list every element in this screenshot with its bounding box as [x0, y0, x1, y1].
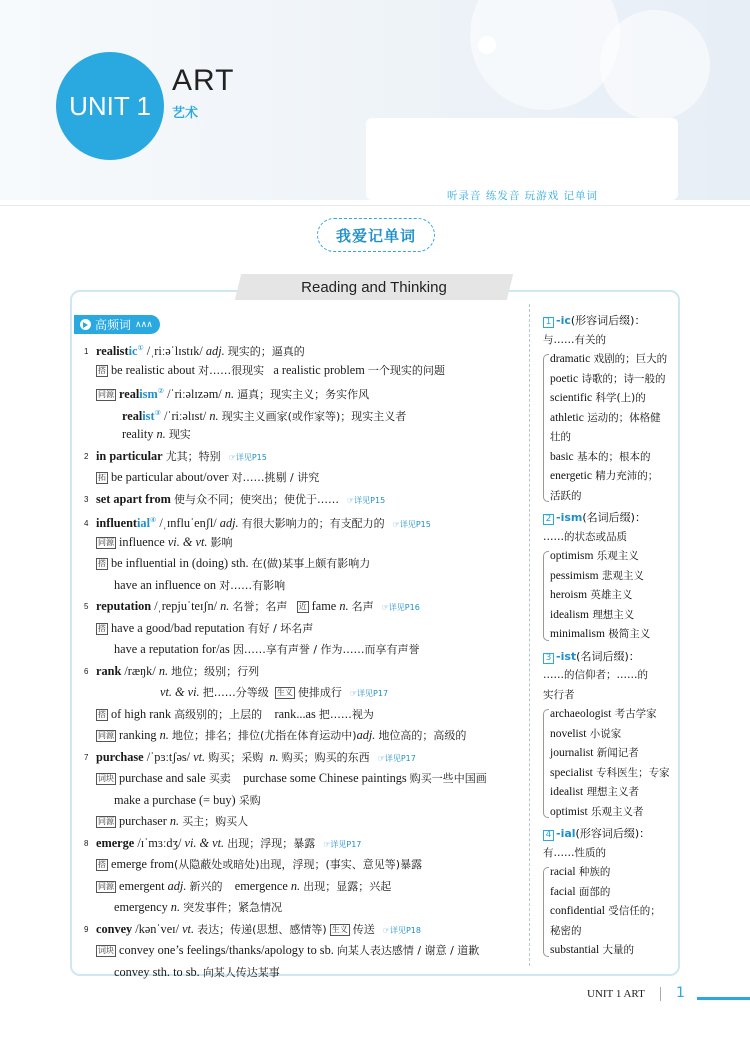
suffix-example [550, 883, 679, 903]
phonetic: /ˈriːəlɪzəm/ [167, 387, 222, 401]
example-meaning: 活跃的 [550, 489, 582, 502]
example-meaning: 新闻记者 [596, 747, 639, 759]
example-meaning: 悲观主义 [601, 569, 644, 582]
suffix-meaning: ……的信仰者；……的 [543, 669, 648, 681]
collocation-tag: 搭 [98, 709, 106, 719]
suffix: -ist [556, 649, 577, 663]
phrase-meaning: 因……享有声誉 / 作为……而享有声誉 [232, 643, 420, 656]
page-number: 1 [676, 985, 685, 1001]
derived-word: emergent [119, 878, 165, 893]
phrase: of high rank [111, 706, 172, 721]
phonetic: /ɪˈmɜːdʒ/ [137, 835, 182, 850]
entry-number: 7 [84, 752, 89, 762]
phrase-meaning: 对……很现实 [198, 363, 265, 377]
word-entry [84, 919, 524, 984]
page-reference-link[interactable]: ☞详见P15 [392, 520, 431, 529]
meaning: 出现；显露；兴起 [303, 879, 392, 893]
example-meaning: 科学(上)的 [595, 392, 646, 404]
example-meaning: 诗歌的；诗一般的 [581, 372, 666, 385]
header-links[interactable]: 听录音 练发音 玩游戏 记单词 [446, 190, 598, 202]
suffix-example [550, 467, 679, 487]
suffix: -ic [556, 314, 571, 327]
phonetic: /ræŋk/ [124, 663, 156, 678]
example-word: poetic [550, 372, 579, 385]
example-word: optimist [550, 805, 588, 818]
part-of-speech: n. [220, 599, 230, 613]
suffix-examples [543, 705, 679, 822]
page-reference-link[interactable]: ☞详见P17 [377, 753, 416, 763]
meaning: 使与众不同；使突出；使优于…… [173, 492, 339, 506]
suffix-example [550, 448, 679, 468]
footer-unit-label: UNIT 1 ART [587, 988, 645, 1000]
phrase: convey one’s feelings/thanks/apology to sb. [119, 943, 334, 957]
part-of-speech: adj. [219, 516, 239, 530]
decorative-circle [478, 36, 496, 54]
phrase-meaning: 一个现实的问题 [367, 363, 445, 377]
header-divider [0, 205, 750, 206]
unit-subtitle: 艺术 [172, 106, 199, 121]
meaning: 现实主义画家(或作家等)；现实主义者 [221, 409, 407, 423]
phonetic: /ˌriːəˈlɪstɪk/ [146, 344, 203, 358]
cognate-tag: 同源 [98, 390, 114, 399]
word-entry [84, 338, 524, 446]
example-meaning: 专科医生；专家 [596, 766, 670, 779]
page-reference-link[interactable]: ☞详见P17 [323, 839, 362, 849]
cognate-tag: 同源 [98, 537, 114, 547]
collocation-tag: 搭 [98, 365, 106, 375]
part-of-speech: n. [269, 749, 279, 764]
collocation-tag: 搭 [98, 623, 106, 633]
entry-number: 6 [84, 666, 89, 676]
meaning: 地位；级别；行列 [171, 664, 260, 678]
word-entry [84, 596, 524, 661]
headword: in particular [96, 448, 163, 463]
example-word: pessimism [550, 569, 599, 582]
footnote-mark: ② [157, 387, 164, 395]
phrase-meaning: 对……挑剔 / 讲究 [231, 471, 320, 484]
cognate-tag: 同源 [98, 881, 114, 891]
word-entry [84, 489, 524, 511]
meaning: 地位；排名；排位(尤指在体育运动中) [171, 729, 357, 742]
suffix-example [550, 428, 679, 448]
entry-number: 2 [84, 451, 89, 461]
new-meaning-tag: 生义 [331, 924, 348, 934]
derived-word: real [119, 387, 140, 401]
derived-word: real [122, 408, 143, 423]
high-frequency-text: 高频词 [95, 318, 132, 332]
meaning: 使排成行 [297, 686, 342, 699]
suffix-example [550, 625, 679, 645]
footnote-mark: ④ [149, 516, 157, 524]
phonetic: /ˌɪnfluˈenʃl/ [159, 516, 217, 530]
suffix-number: 4 [543, 830, 554, 841]
phrase-meaning: 高级别的；上层的 [174, 707, 263, 721]
word-entry [84, 747, 524, 833]
page-reference-link[interactable]: ☞详见P15 [346, 495, 386, 505]
headword: emerge [96, 835, 135, 850]
suffix-type: (形容词后缀)： [575, 827, 651, 840]
example-meaning: 英雄主义 [590, 589, 633, 601]
headword: realist [96, 344, 129, 358]
example-meaning: 理想主义者 [586, 786, 640, 798]
example-meaning: 考古学家 [614, 708, 657, 720]
phrase: have an influence on [114, 577, 217, 592]
part-of-speech: vt. [193, 749, 206, 764]
collocation-tag: 搭 [98, 559, 106, 568]
phrase-meaning: 把……视为 [318, 707, 374, 721]
example-meaning: 运动的；体格健 [587, 411, 661, 424]
phrase: purchase and sale [119, 771, 206, 785]
tab-label: Reading and Thinking [301, 278, 447, 296]
phonetic: /kənˈveɪ/ [135, 921, 179, 936]
meaning: 表达；传递(思想、感情等) [197, 922, 327, 936]
example-word: optimism [550, 550, 594, 562]
example-meaning: 精力充沛的； [595, 470, 659, 482]
entry-number: 4 [84, 519, 89, 528]
phrase-meaning: 向某人传达某事 [202, 965, 280, 979]
part-of-speech: adj. [356, 728, 376, 742]
extension-tag: 拓 [98, 473, 106, 482]
headword: reputation [96, 599, 152, 613]
example-word: archaeologist [550, 708, 612, 720]
suffix-meaning: 有……性质的 [543, 846, 606, 859]
example-meaning: 秘密的 [550, 924, 582, 937]
example-word: idealism [550, 608, 589, 621]
phrase-meaning: 购买一些中国画 [409, 772, 487, 785]
suffix-example [550, 922, 679, 942]
cognate-tag: 同源 [98, 731, 114, 740]
part-of-speech: n. [156, 427, 166, 441]
suffix-type: (名词后缀)： [582, 511, 646, 524]
headword: set apart from [96, 491, 171, 506]
phrase: have a good/bad reputation [111, 620, 245, 635]
part-of-speech: n. [290, 878, 301, 893]
example-meaning: 壮的 [550, 431, 571, 443]
suffix: -ism [556, 511, 583, 524]
part-of-speech: vi. & vt. [184, 835, 225, 850]
headword: rank [96, 663, 122, 678]
example-word: facial [550, 885, 576, 898]
meaning: 逼真；现实主义；务实作风 [237, 388, 370, 401]
phrase: convey sth. to sb. [114, 964, 200, 979]
meaning: 购买；采购 [208, 750, 264, 764]
sidebar-separator [529, 304, 530, 966]
example-word: confidential [550, 905, 605, 917]
derived-suffix: ist [142, 408, 155, 423]
suffix-number: 2 [543, 514, 554, 525]
meaning: 名声 [351, 600, 374, 613]
meaning: 把……分等级 [202, 686, 269, 699]
part-of-speech: n. [158, 663, 169, 678]
meaning: 有很大影响力的；有支配力的 [241, 517, 385, 530]
word-entry [84, 510, 524, 596]
part-of-speech: n. [159, 728, 169, 742]
meaning: 影响 [210, 535, 233, 549]
word-list [84, 338, 524, 983]
entry-number: 5 [84, 602, 89, 611]
phrase: be realistic about [111, 362, 195, 377]
example-word: athletic [550, 411, 584, 424]
phrase: have a reputation for/as [114, 642, 230, 656]
suffix: -ial [556, 827, 576, 840]
suffix-type: (形容词后缀)： [570, 314, 646, 327]
suffix-sidebar [543, 311, 679, 962]
derived-word: influence [119, 534, 165, 549]
headword-suffix: ial [137, 516, 150, 530]
suffix-type: (名词后缀)： [576, 649, 640, 663]
word-entry [84, 661, 524, 747]
example-word: basic [550, 450, 574, 463]
suffix-example [550, 902, 679, 922]
example-word: scientific [550, 392, 593, 404]
suffix-example [550, 863, 679, 883]
page-reference-link[interactable]: ☞详见P17 [349, 689, 389, 698]
example-word: idealist [550, 786, 584, 798]
headword-suffix: ic [128, 344, 138, 358]
page-reference-link[interactable]: ☞详见P15 [228, 452, 267, 462]
example-meaning: 种族的 [578, 866, 611, 878]
derived-word: emergence [234, 878, 288, 893]
suffix-example [550, 409, 679, 429]
meaning: 现实 [168, 428, 191, 441]
cognate-tag: 同源 [98, 817, 114, 826]
example-meaning: 乐观主义者 [591, 805, 644, 818]
part-of-speech: vi. & vt. [167, 534, 208, 549]
phrase-meaning: 有好 / 坏名声 [247, 621, 314, 635]
suffix-block-ism [543, 508, 679, 645]
suffix-example [550, 744, 679, 764]
suffix-number: 3 [543, 653, 554, 664]
phrase-meaning: (从隐蔽处或暗处)出现，浮现；(事实、意见等)暴露 [173, 858, 423, 871]
example-meaning: 大量的 [602, 944, 635, 956]
phrase: rank...as [274, 706, 316, 721]
suffix-example [550, 487, 679, 507]
unit-badge: UNIT 1 [56, 52, 164, 160]
headword: purchase [96, 749, 144, 764]
meaning: 地位高的；高级的 [378, 729, 467, 742]
derived-word: reality [122, 427, 154, 441]
page-reference-link[interactable]: ☞详见P16 [381, 603, 420, 612]
part-of-speech: vt. [182, 921, 195, 936]
phrase-meaning: 买卖 [208, 772, 231, 785]
example-meaning: 极简主义 [608, 628, 651, 640]
suffix-example [550, 941, 679, 961]
phonetic: /ˌrepjuˈteɪʃn/ [154, 599, 218, 613]
part-of-speech: adj. [167, 878, 187, 893]
suffix-examples [543, 547, 679, 645]
phonetic: /ˈpɜːtʃəs/ [146, 749, 191, 764]
example-word: specialist [550, 766, 593, 779]
high-frequency-label [74, 315, 160, 334]
suffix-example [550, 725, 679, 745]
example-word: heroism [550, 589, 588, 601]
phrase-meaning: 在(做)某事上颇有影响力 [251, 557, 371, 570]
derived-word: emergency [114, 900, 168, 914]
part-of-speech: n. [339, 599, 349, 613]
example-word: novelist [550, 727, 587, 740]
suffix-meaning: 实行者 [543, 688, 575, 701]
phrase-meaning: 采购 [238, 793, 261, 807]
entry-number: 1 [84, 347, 89, 356]
part-of-speech: vt. & vi. [160, 685, 200, 699]
suffix-example [550, 567, 679, 587]
entry-number: 8 [84, 838, 89, 848]
unit-title: ART [172, 64, 235, 97]
example-meaning: 受信任的； [608, 905, 661, 917]
phonetic: /ˈriːəlɪst/ [163, 408, 207, 423]
suffix-example [550, 586, 679, 606]
suffix-example [550, 370, 679, 390]
example-word: minimalism [550, 628, 605, 640]
play-icon [80, 319, 91, 330]
example-meaning: 理想主义 [592, 608, 635, 621]
suffix-meaning: 与……有关的 [543, 333, 606, 346]
example-word: energetic [550, 470, 592, 482]
word-entry [84, 833, 524, 919]
phrase: make a purchase (= buy) [114, 792, 236, 807]
meaning: 现实的；逼真的 [227, 345, 305, 358]
derived-suffix: ism [139, 387, 158, 401]
meaning: 出现；浮现；暴露 [227, 836, 316, 850]
footnote-mark: ③ [154, 408, 161, 417]
suffix-example [550, 389, 679, 409]
entry-number: 9 [84, 924, 89, 934]
suffix-block-ic [543, 311, 679, 506]
meaning: 传送 [352, 922, 375, 936]
meaning: 名誉；名声 [232, 600, 288, 613]
chunk-tag: 词块 [98, 946, 114, 955]
headword: convey [96, 921, 133, 936]
collocation-tag: 搭 [98, 860, 106, 869]
suffix-block-ial [543, 824, 679, 961]
part-of-speech: n. [169, 814, 180, 828]
suffix-meaning: ……的状态或品质 [543, 530, 627, 543]
phrase: purchase some Chinese paintings [243, 771, 407, 785]
part-of-speech: n. [224, 387, 235, 401]
meaning: 新兴的 [189, 879, 223, 893]
decorative-circle [600, 10, 710, 120]
suffix-examples [543, 350, 679, 506]
part-of-speech: n. [170, 900, 181, 914]
new-meaning-tag: 生义 [276, 688, 293, 697]
synonym-tag: 近 [298, 602, 307, 611]
suffix-example [550, 606, 679, 626]
reading-tab [238, 274, 510, 300]
example-meaning: 小说家 [589, 727, 622, 740]
footnote-mark: ① [137, 344, 144, 352]
meaning: 尤其；特别 [165, 449, 221, 463]
sound-wave-icon: ∧∧∧ [135, 319, 152, 330]
entry-number: 3 [84, 494, 89, 504]
phrase: be influential in (doing) sth. [111, 556, 249, 570]
meaning: 买主；购买人 [182, 815, 249, 828]
meaning: 突发事件；紧急情况 [183, 901, 283, 914]
suffix-example [550, 783, 679, 803]
example-word: journalist [550, 747, 594, 759]
suffix-example [550, 803, 679, 823]
derived-word: ranking [119, 728, 157, 742]
suffix-example [550, 350, 679, 370]
word-entry [84, 446, 524, 489]
example-meaning: 基本的；根本的 [576, 450, 651, 463]
suffix-example [550, 547, 679, 567]
phrase-meaning: 向某人表达感情 / 谢意 / 道歉 [336, 944, 480, 957]
phrase: a realistic problem [273, 362, 365, 377]
footer-separator [660, 987, 661, 1001]
example-meaning: 乐观主义 [596, 550, 639, 562]
example-meaning: 戏剧的；巨大的 [593, 353, 668, 365]
suffix-block-ist [543, 647, 679, 823]
section-title: 我爱记单词 [317, 218, 435, 252]
suffix-examples [543, 863, 679, 961]
headword: influent [96, 516, 137, 530]
example-meaning: 面部的 [578, 885, 611, 898]
part-of-speech: adj. [205, 344, 225, 358]
derived-word: purchaser [119, 814, 167, 828]
suffix-example [550, 705, 679, 725]
phrase: emerge from [111, 857, 174, 871]
suffix-example [550, 764, 679, 784]
example-word: substantial [550, 944, 600, 956]
footer-accent-line [697, 997, 750, 1000]
page-reference-link[interactable]: ☞详见P18 [382, 925, 421, 935]
example-word: dramatic [550, 353, 591, 365]
suffix-number: 1 [543, 317, 554, 328]
synonym: fame [311, 599, 337, 613]
phrase-meaning: 对……有影响 [219, 578, 286, 592]
example-word: racial [550, 866, 576, 878]
phrase: be particular about/over [111, 470, 229, 484]
part-of-speech: n. [209, 408, 219, 423]
chunk-tag: 词块 [98, 774, 114, 783]
meaning: 购买；购买的东西 [281, 750, 370, 764]
